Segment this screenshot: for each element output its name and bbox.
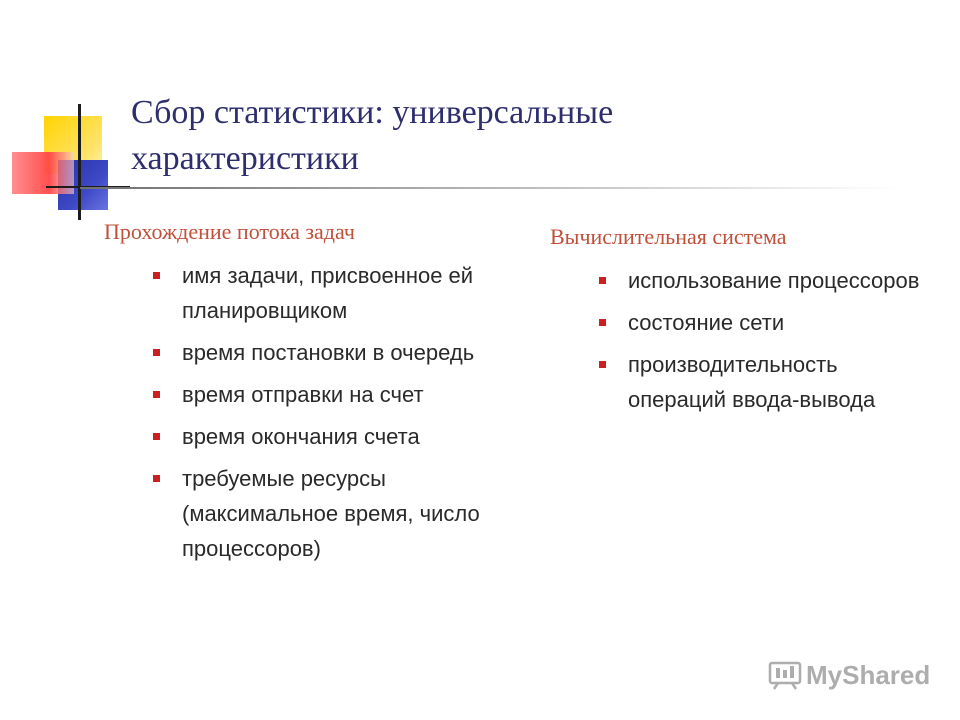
list-item-text: имя задачи, присвоенное ей планировщиком xyxy=(182,263,474,323)
bullet-icon xyxy=(153,349,160,356)
list-item xyxy=(152,461,482,566)
left-column-list xyxy=(152,258,482,573)
bullet-icon xyxy=(153,391,160,398)
deco-vertical-line xyxy=(78,104,81,220)
bullet-icon xyxy=(599,277,606,284)
list-item-text: использование процессоров xyxy=(628,268,920,293)
list-item xyxy=(152,377,482,412)
list-item-text: время окончания счета xyxy=(182,424,420,449)
list-item xyxy=(152,335,482,370)
bullet-icon xyxy=(153,433,160,440)
bullet-icon xyxy=(153,272,160,279)
list-item-text: время отправки на счет xyxy=(182,382,424,407)
list-item xyxy=(598,347,938,417)
right-column-list xyxy=(598,263,938,424)
list-item xyxy=(598,305,938,340)
list-item-text: состояние сети xyxy=(628,310,785,335)
list-item-text: время постановки в очередь xyxy=(182,340,475,365)
list-item xyxy=(598,263,938,298)
bullet-icon xyxy=(599,361,606,368)
watermark xyxy=(768,657,930,693)
left-column-heading: Прохождение потока задач xyxy=(104,219,355,244)
right-column-heading: Вычислительная система xyxy=(550,224,787,249)
myshared-logo-icon xyxy=(768,659,802,691)
watermark-text: MyShared xyxy=(806,659,931,690)
title-underline xyxy=(80,187,900,189)
list-item-text: требуемые ресурсы (максимальное время, число процессоров) xyxy=(182,466,480,561)
bullet-icon xyxy=(599,319,606,326)
list-item xyxy=(152,258,482,328)
slide-title: Сбор статистики: универсальные характеристики xyxy=(131,94,614,177)
list-item-text: производительность операций ввода-вывода xyxy=(628,352,876,412)
list-item xyxy=(152,419,482,454)
bullet-icon xyxy=(153,475,160,482)
